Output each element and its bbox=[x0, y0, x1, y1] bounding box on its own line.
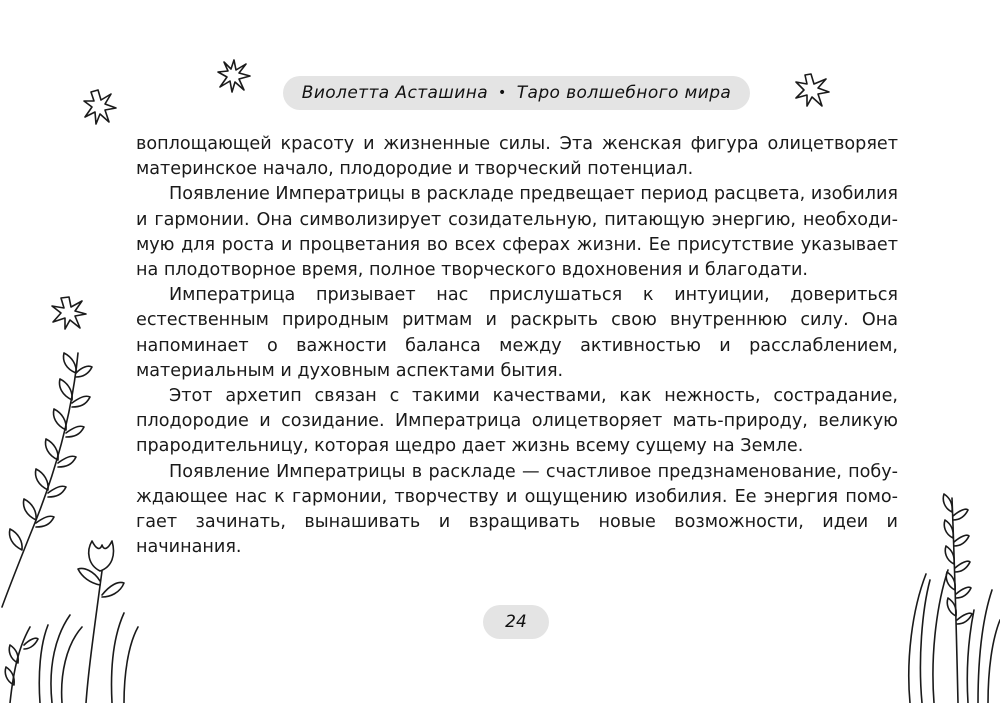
plant-doodle-icon bbox=[900, 490, 1000, 703]
header-book-title: Таро волшебного мира bbox=[516, 83, 732, 103]
header-separator: • bbox=[498, 85, 507, 101]
page-body-text bbox=[136, 132, 898, 560]
page-number: 24 bbox=[483, 605, 549, 639]
paragraph: Появление Императрицы в раскладе предвещает период расцвета, изобилия и гармонии. Она символизирует созидательную, питающую энергию, необходимую для роста и процветания во всех сферах жизни. Ее присутствие указывает на плодотворное время, полное творческого вдохновения и благодати. bbox=[136, 184, 898, 281]
paragraph: Этот архетип связан с такими качествами, как нежность, сострадание, плодородие и созидание. Императрица олицетворяет мать-природу, великую прародительницу, которая щедро дает жизнь всему сущему на Земле. bbox=[136, 386, 898, 457]
running-header bbox=[283, 76, 750, 110]
paragraph: воплощающей красоту и жизненные силы. Эта женская фигура олицетворяет материнское начало, плодородие и творческий потенциал. bbox=[136, 134, 898, 180]
paragraph: Императрица призывает нас прислушаться к интуиции, довериться естественным природным ритмам и раскрыть свою внутреннюю силу. Она напоминает о важности баланса между активностью и расслаблением, материальным и духовным аспектами бытия. bbox=[136, 285, 898, 381]
star-doodle-icon bbox=[82, 88, 118, 126]
header-author: Виолетта Асташина bbox=[301, 83, 489, 103]
star-doodle-icon bbox=[793, 72, 831, 108]
paragraph: Появление Императрицы в раскладе — счастливое предзнаменование, побуждающее нас к гармонии, творчеству и ощущению изобилия. Ее энергия помогает зачинать, вынашивать и взращивать новые возможности, идеи и начинания. bbox=[136, 461, 898, 558]
plant-doodle-icon bbox=[0, 345, 140, 703]
star-doodle-icon bbox=[216, 58, 252, 94]
star-doodle-icon bbox=[50, 295, 88, 331]
